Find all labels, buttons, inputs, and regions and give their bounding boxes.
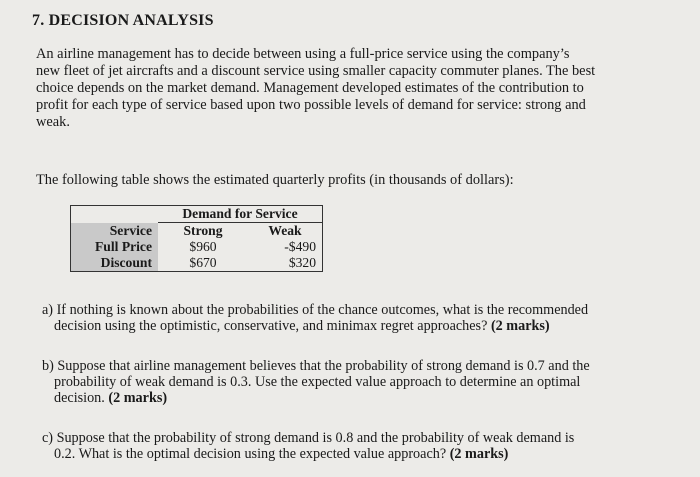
section-heading: 7. DECISION ANALYSIS: [32, 12, 214, 29]
problem-paragraph: [36, 46, 676, 131]
row-label: Discount: [71, 255, 159, 272]
table-row: [71, 255, 323, 272]
question-line: [54, 446, 674, 462]
row-header-label: Service: [71, 223, 159, 240]
cell-weak: $320: [248, 255, 323, 272]
question-line: [54, 318, 674, 334]
table-corner-cell: [71, 206, 159, 223]
question-line: [42, 358, 674, 374]
table-intro: The following table shows the estimated quarterly profits (in thousands of dollars):: [36, 172, 514, 188]
question-marker: b): [42, 358, 54, 374]
question-text: Suppose that the probability of strong demand is 0.8 and the probability of weak demand is: [56, 430, 575, 446]
cell-weak: -$490: [248, 239, 323, 255]
question-a: [42, 302, 674, 334]
question-text: If nothing is known about the probabilities of the chance outcomes, what is the recommended: [56, 302, 589, 318]
question-c: [42, 430, 674, 462]
question-text: decision using the optimistic, conservative, and minimax regret approaches?: [54, 318, 488, 334]
question-line: [42, 302, 674, 318]
question-line: [54, 390, 674, 406]
paragraph-line: An airline management has to decide between using a full-price service using the company’s: [36, 46, 570, 62]
table-row: [71, 239, 323, 255]
cell-strong: $960: [189, 239, 217, 254]
question-marks: (2 marks): [108, 390, 168, 406]
question-text: 0.2. What is the optimal decision using the expected value approach?: [54, 446, 447, 462]
table-group-header-row: [71, 206, 323, 223]
cell-strong: $670: [158, 255, 248, 272]
question-text: Suppose that airline management believes that the probability of strong demand is 0.7 and the: [57, 358, 590, 374]
question-text: probability of weak demand is 0.3. Use the expected value approach to determine an optimal: [54, 374, 581, 390]
paragraph-line: choice depends on the market demand. Management developed estimates of the contribution to: [36, 80, 584, 96]
question-marks: (2 marks): [449, 446, 509, 462]
paragraph-line: new fleet of jet aircrafts and a discount service using smaller capacity commuter planes. The best: [36, 63, 596, 79]
column-header-strong: Strong: [183, 223, 223, 238]
question-marker: c): [42, 430, 54, 446]
question-text: decision.: [54, 390, 105, 406]
table-column-header-row: [71, 223, 323, 240]
payoff-table: [70, 205, 323, 272]
question-b: [42, 358, 674, 406]
column-header-weak: Weak: [248, 223, 323, 240]
question-line: [42, 430, 674, 446]
paragraph-line: weak.: [36, 114, 70, 130]
row-label: Full Price: [71, 239, 159, 255]
paragraph-line: profit for each type of service based upon two possible levels of demand for service: strong and: [36, 97, 586, 113]
table-group-header: Demand for Service: [158, 206, 323, 223]
question-marker: a): [42, 302, 54, 318]
question-marks: (2 marks): [490, 318, 550, 334]
